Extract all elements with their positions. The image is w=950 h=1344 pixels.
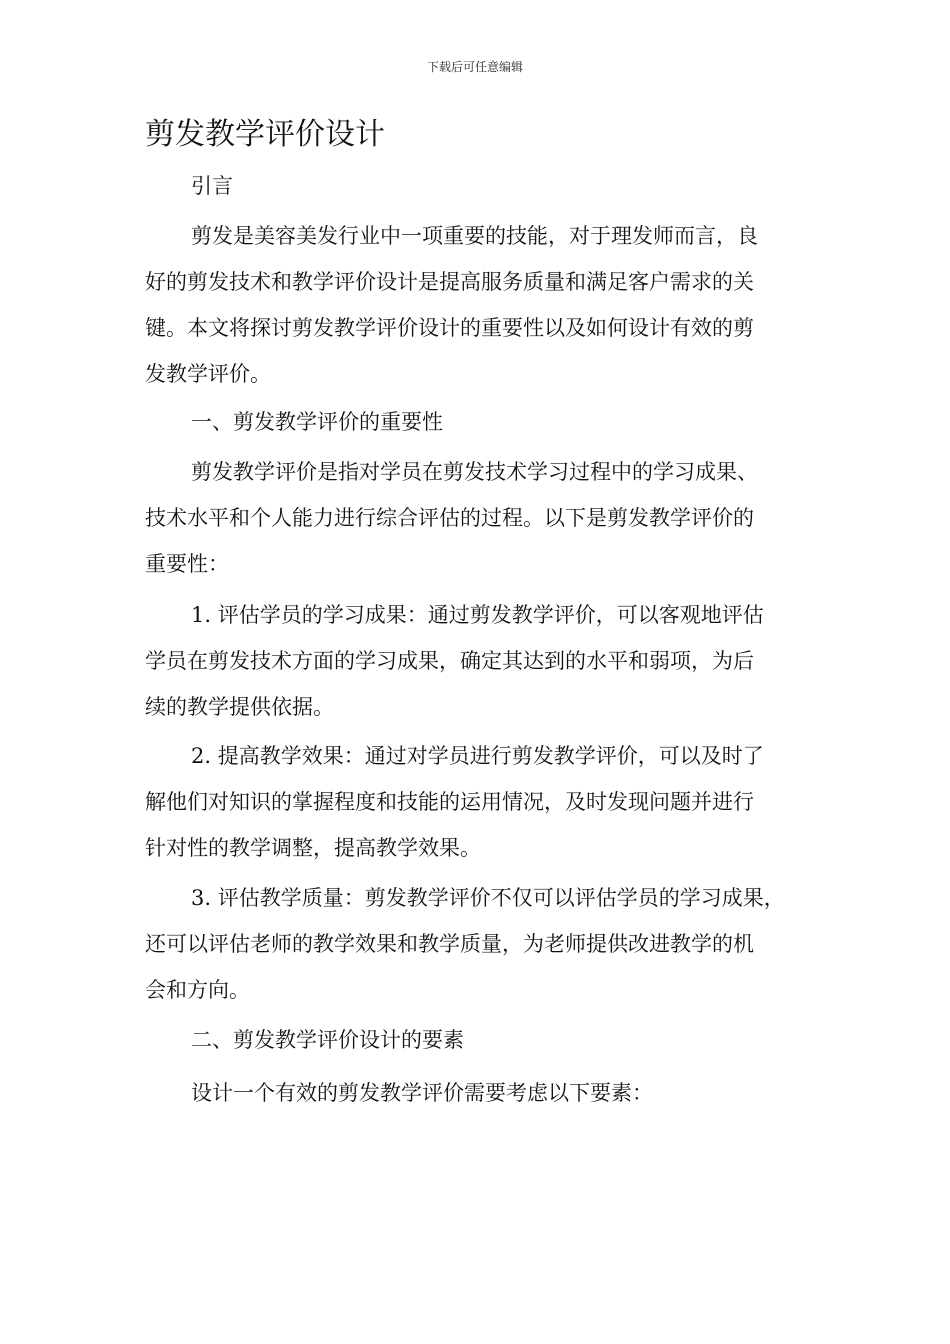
paragraph-line: 设计一个有效的剪发教学评价需要考虑以下要素： (191, 1081, 653, 1105)
paragraph-line: 发教学评价。 (145, 362, 271, 386)
intro-paragraph (145, 213, 815, 397)
paragraph-line: 剪发教学评价是指对学员在剪发技术学习过程中的学习成果、 (191, 460, 758, 484)
section-1-paragraph (145, 449, 815, 587)
paragraph-line: 会和方向。 (145, 978, 250, 1002)
paragraph-line: 3. 评估教学质量：剪发教学评价不仅可以评估学员的学习成果， (191, 886, 785, 910)
paragraph-line: 1. 评估学员的学习成果：通过剪发教学评价，可以客观地评估 (191, 603, 764, 627)
paragraph-line: 技术水平和个人能力进行综合评估的过程。以下是剪发教学评价的 (145, 506, 754, 530)
section-2-paragraph (145, 1070, 815, 1116)
intro-heading (145, 163, 815, 209)
paragraph-line: 键。本文将探讨剪发教学评价设计的重要性以及如何设计有效的剪 (145, 316, 754, 340)
paragraph-line: 引言 (191, 174, 233, 198)
paragraph-line: 2. 提高教学效果：通过对学员进行剪发教学评价，可以及时了 (191, 744, 764, 768)
paragraph-line: 学员在剪发技术方面的学习成果，确定其达到的水平和弱项，为后 (145, 649, 754, 673)
paragraph-line: 二、剪发教学评价设计的要素 (191, 1028, 464, 1052)
paragraph-line: 好的剪发技术和教学评价设计是提高服务质量和满足客户需求的关 (145, 270, 754, 294)
paragraph-line: 重要性： (145, 552, 229, 576)
list-item-3 (145, 875, 815, 1013)
paragraph-line: 解他们对知识的掌握程度和技能的运用情况，及时发现问题并进行 (145, 790, 754, 814)
document-title: 剪发教学评价设计 (145, 117, 385, 152)
paragraph-line: 一、剪发教学评价的重要性 (191, 410, 443, 434)
paragraph-line: 续的教学提供依据。 (145, 695, 334, 719)
paragraph-line: 针对性的教学调整，提高教学效果。 (145, 836, 481, 860)
list-item-1 (145, 592, 815, 730)
paragraph-line: 还可以评估老师的教学效果和教学质量，为老师提供改进教学的机 (145, 932, 754, 956)
list-item-2 (145, 733, 815, 871)
section-heading-2 (145, 1017, 815, 1063)
paragraph-line: 剪发是美容美发行业中一项重要的技能，对于理发师而言，良 (191, 224, 758, 248)
section-heading-1 (145, 399, 815, 445)
header-note: 下载后可任意编辑 (426, 60, 523, 74)
